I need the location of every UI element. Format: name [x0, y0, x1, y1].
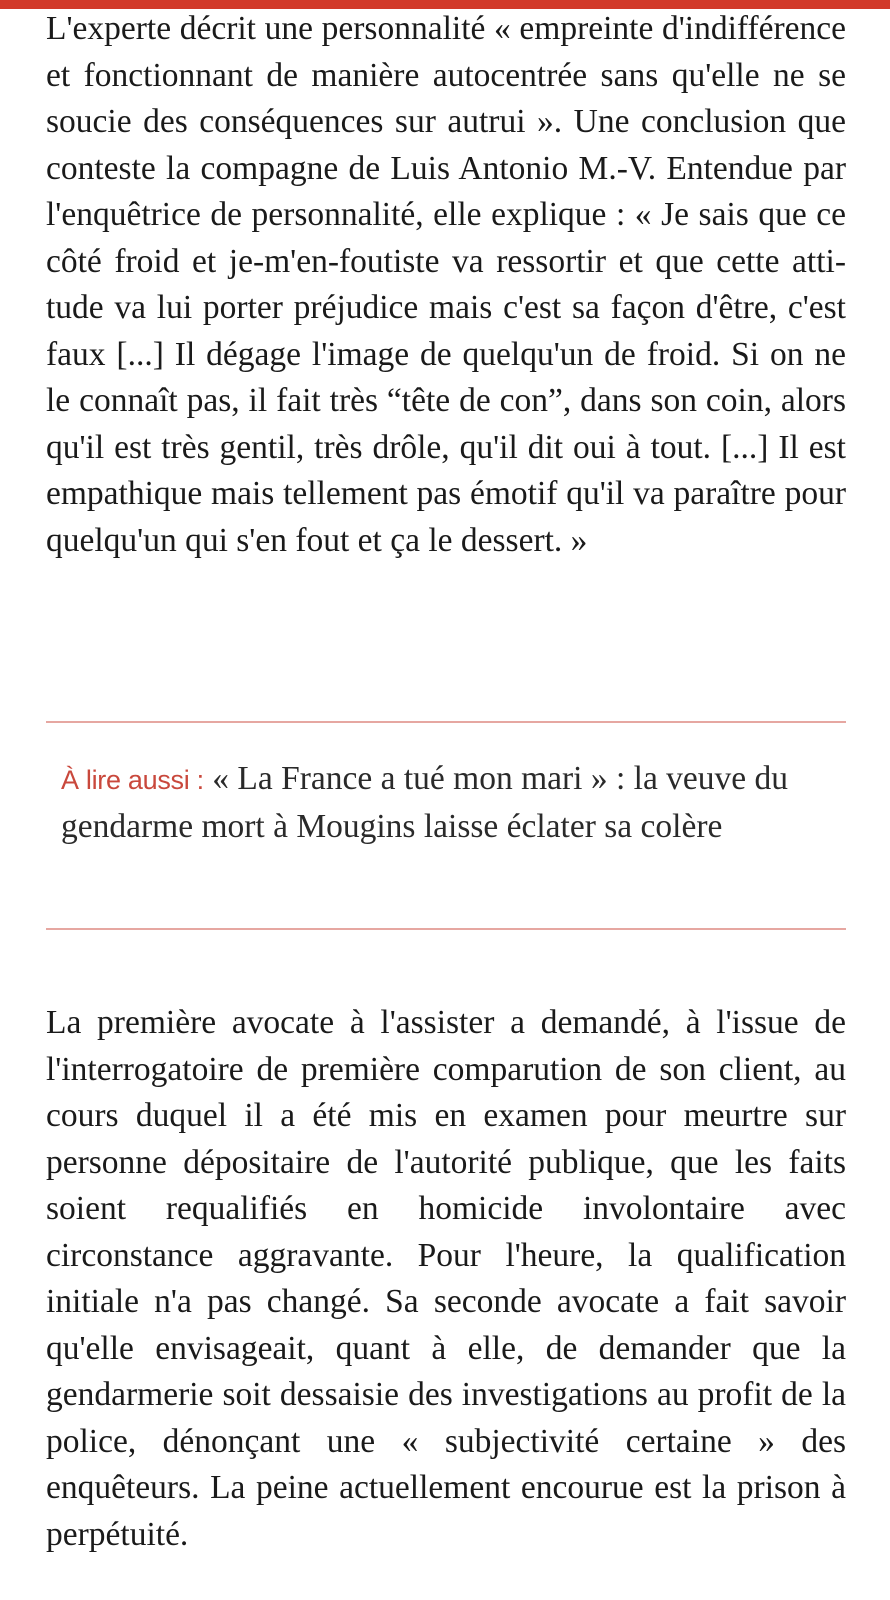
related-divider-bottom [46, 928, 846, 930]
related-prefix-label: À lire aussi : [61, 765, 204, 795]
related-divider-top [46, 721, 846, 723]
article-paragraph: La première avocate à l'assister a demandé, à l'issue de l'interrogatoire de première comparution de son client, au cours duquel il a été mis en examen pour meurtre sur personne dépositaire de l'autorité publique, que les faits soient requalifiés en homicide involontaire avec circonstance aggravante. Pour l'heure, la qualification initiale n'a pas changé. Sa seconde avocate a fait savoir qu'elle envisageait, quant à elle, de demander que la gendarmerie soit dessaisie des investigations au profit de la police, dénonçant une « subjectivité certaine » des enquêteurs. La peine actuellement encourue est la prison à perpétuité. [46, 1004, 846, 1553]
related-article-block [61, 756, 821, 850]
related-article-link[interactable]: « La France a tué mon mari » : la veuve du gendarme mort à Mougins laisse éclater sa colère [61, 760, 789, 845]
article-paragraph: L'experte décrit une personnalité « empreinte d'indifférence et fonctionnant de manière autocentrée sans qu'elle ne se soucie des conséquences sur autrui ». Une conclusion que conteste la compagne de Luis Antonio M.-V. Entendue par l'enquêtrice de personnalité, elle explique : « Je sais que ce côté froid et je-m'en-foutiste va ressortir et que cette attitude va lui porter préjudice mais c'est sa façon d'être, c'est faux [...] Il dégage l'image de quelqu'un de froid. Si on ne le connaît pas, il fait très “tête de con”, dans son coin, alors qu'il est très gentil, très drôle, qu'il dit oui à tout. [...] Il est empathique mais tellement pas émotif qu'il va paraître pour quelqu'un qui s'en fout et ça le dessert. » [46, 10, 846, 559]
article-paragraph-container [46, 1000, 846, 1600]
